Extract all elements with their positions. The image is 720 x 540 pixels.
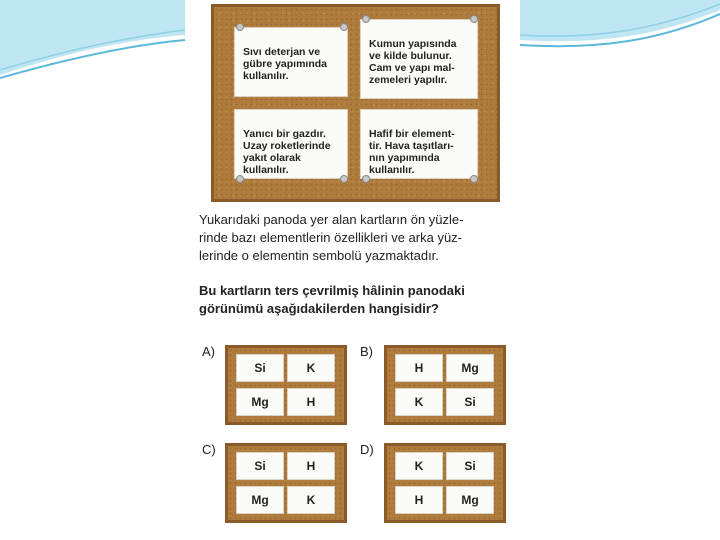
option-card: H bbox=[287, 388, 335, 416]
option-card: Si bbox=[446, 388, 494, 416]
option-card: Mg bbox=[446, 354, 494, 382]
option-a-board[interactable] bbox=[225, 345, 347, 425]
option-card: K bbox=[395, 388, 443, 416]
option-c-board[interactable] bbox=[225, 443, 347, 523]
option-a-label: A) bbox=[202, 344, 215, 359]
board-card: Kumun yapısında ve kilde bulunur. Cam ve yapı mal- zemeleri yapılır. bbox=[360, 19, 478, 99]
cork-board bbox=[211, 4, 500, 202]
pin-icon bbox=[340, 175, 348, 183]
option-card: K bbox=[395, 452, 443, 480]
option-card: Mg bbox=[236, 388, 284, 416]
pin-icon bbox=[236, 23, 244, 31]
option-b-label: B) bbox=[360, 344, 373, 359]
board-card: Yanıcı bir gazdır. Uzay roketlerinde yakıt olarak kullanılır. bbox=[234, 109, 348, 179]
board-card: Hafif bir element- tir. Hava taşıtları- nın yapımında kullanılır. bbox=[360, 109, 478, 179]
option-card: H bbox=[287, 452, 335, 480]
option-b-board[interactable] bbox=[384, 345, 506, 425]
option-d-board[interactable] bbox=[384, 443, 506, 523]
pin-icon bbox=[470, 175, 478, 183]
option-card: K bbox=[287, 354, 335, 382]
question-stem: Bu kartların ters çevrilmiş hâlinin panodaki görünümü aşağıdakilerden hangisidir? bbox=[199, 283, 465, 316]
option-card: Si bbox=[446, 452, 494, 480]
option-card: Mg bbox=[236, 486, 284, 514]
option-card: H bbox=[395, 486, 443, 514]
option-card: Si bbox=[236, 452, 284, 480]
option-d-label: D) bbox=[360, 442, 374, 457]
board-card: Sıvı deterjan ve gübre yapımında kullanılır. bbox=[234, 27, 348, 97]
option-card: Mg bbox=[446, 486, 494, 514]
pin-icon bbox=[236, 175, 244, 183]
question-paragraph: Yukarıdaki panoda yer alan kartların ön yüzle- rinde bazı elementlerin özellikleri ve arka yüz- lerinde o elementin sembolü yazmaktadır. bbox=[199, 212, 464, 263]
option-c-label: C) bbox=[202, 442, 216, 457]
pin-icon bbox=[362, 15, 370, 23]
pin-icon bbox=[470, 15, 478, 23]
pin-icon bbox=[362, 175, 370, 183]
pin-icon bbox=[340, 23, 348, 31]
option-card: Si bbox=[236, 354, 284, 382]
option-card: K bbox=[287, 486, 335, 514]
option-card: H bbox=[395, 354, 443, 382]
